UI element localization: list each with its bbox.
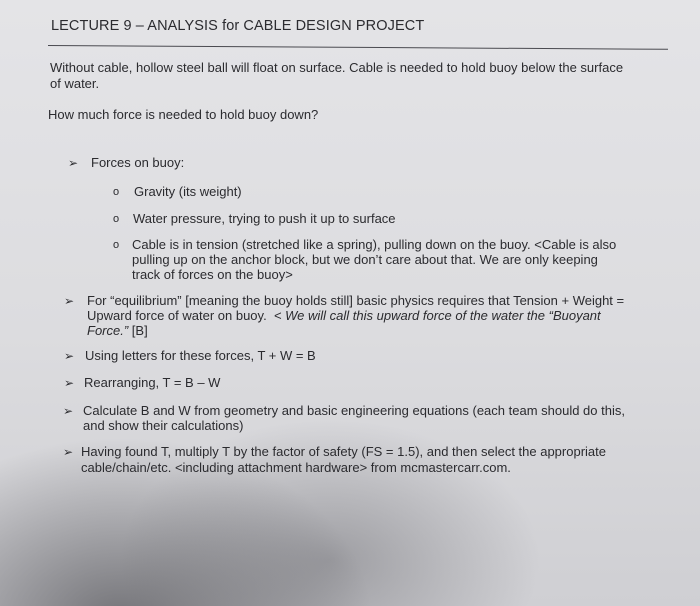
calculate-line-1: Calculate B and W from geometry and basic engineering equations (each team should do this, [83, 403, 625, 418]
circle-bullet-icon: o [113, 213, 120, 225]
arrow-bullet-icon: ➢ [64, 349, 75, 363]
arrow-bullet-icon: ➢ [64, 376, 75, 390]
equilibrium-line-1: For “equilibrium” [meaning the buoy holds still] basic physics requires that Tension + Weight = [87, 293, 625, 308]
circle-bullet-icon: o [113, 186, 120, 198]
equilibrium-buoyant-note: < We will call this upward force of the water the “Buoyant [273, 308, 601, 323]
circle-bullet-icon: o [113, 239, 120, 251]
force-gravity: Gravity (its weight) [134, 184, 242, 199]
forces-heading: Forces on buoy: [91, 155, 185, 170]
lecture-title: LECTURE 9 – ANALYSIS for CABLE DESIGN PROJECT [51, 18, 425, 34]
arrow-bullet-icon: ➢ [63, 404, 74, 418]
force-tension-line-1: Cable is in tension (stretched like a spring), pulling down on the buoy. <Cable is also [132, 237, 617, 252]
equilibrium-force-label: Force.” [87, 323, 129, 338]
equilibrium-b-label: [B] [131, 323, 148, 338]
equilibrium-line-3 [87, 323, 148, 338]
having-line-2: cable/chain/etc. <including attachment hardware> from mcmastercarr.com. [81, 460, 511, 475]
equilibrium-line-2 [87, 308, 601, 323]
equilibrium-upward-force: Upward force of water on buoy. [87, 308, 267, 323]
intro-line-2: of water. [50, 76, 100, 91]
intro-line-1: Without cable, hollow steel ball will float on surface. Cable is needed to hold buoy below the surface [50, 60, 624, 75]
rearranging-equation: Rearranging, T = B – W [84, 375, 221, 390]
force-water: Water pressure, trying to push it up to surface [133, 211, 396, 226]
title-underline [48, 45, 668, 50]
arrow-bullet-icon: ➢ [68, 156, 79, 170]
arrow-bullet-icon: ➢ [63, 445, 74, 459]
intro-question: How much force is needed to hold buoy down? [48, 107, 319, 122]
force-tension-line-3: track of forces on the buoy> [132, 267, 293, 282]
arrow-bullet-icon: ➢ [64, 294, 75, 308]
letters-equation: Using letters for these forces, T + W = B [85, 348, 316, 363]
calculate-line-2: and show their calculations) [83, 418, 244, 433]
force-tension-line-2: pulling up on the anchor block, but we don’t care about that. We are only keeping [132, 252, 598, 267]
having-line-1: Having found T, multiply T by the factor of safety (FS = 1.5), and then select the appropriate [81, 444, 606, 459]
